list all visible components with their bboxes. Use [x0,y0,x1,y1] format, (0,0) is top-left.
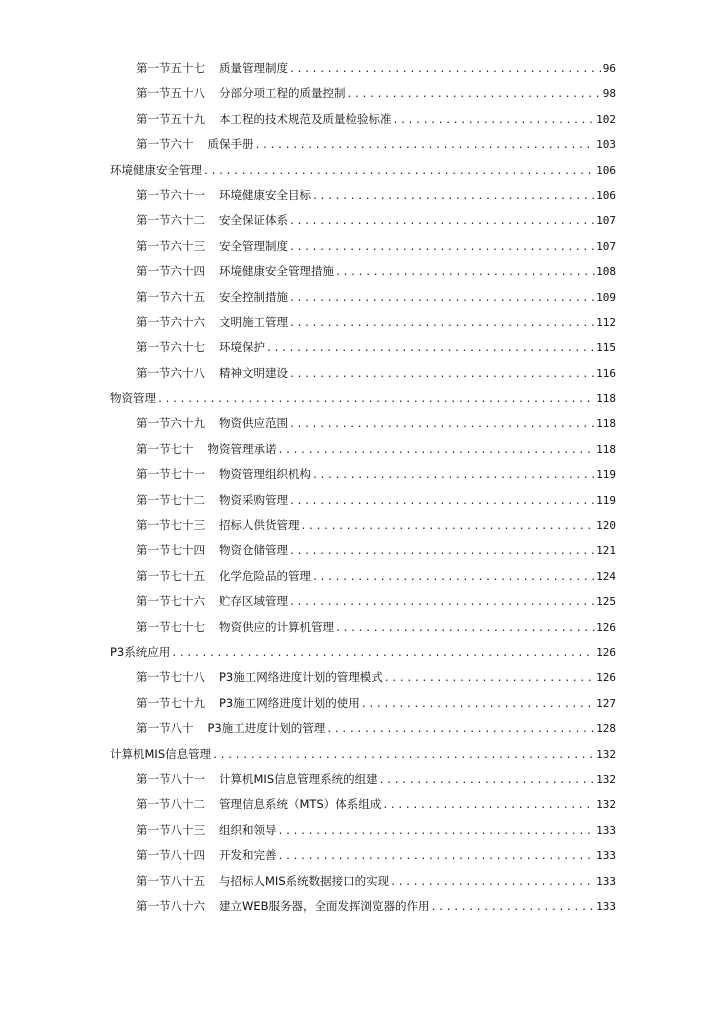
toc-section-entry[interactable] [110,695,616,720]
toc-page-number: 133 [596,823,616,837]
toc-entry-title: 物资管理组织机构 [219,467,311,482]
toc-entry-title: 物资供应的计算机管理 [219,619,334,634]
dot-leader [393,113,596,129]
toc-section-entry[interactable] [110,822,616,847]
toc-section-entry[interactable] [110,669,616,694]
toc-entry-title: 物资管理 [110,391,156,406]
toc-section-entry[interactable] [110,187,616,212]
toc-section-entry[interactable] [110,466,616,491]
dot-leader [289,367,595,383]
toc-section-number: 第一节五十九 [136,111,205,126]
toc-page-number: 132 [596,747,616,761]
dot-leader [384,671,595,687]
toc-page-number: 120 [596,519,616,533]
toc-section-number: 第一节六十四 [136,264,205,279]
toc-entry-title: 环境健康安全管理措施 [219,264,334,279]
dot-leader [171,646,595,662]
toc-page-number: 119 [596,468,616,482]
dot-leader [335,621,595,637]
dot-leader [289,62,602,78]
toc-section-entry[interactable] [110,720,616,745]
dot-leader [379,773,596,789]
toc-section-number: 第一节八十二 [136,797,205,812]
toc-section-entry[interactable] [110,212,616,237]
toc-entry-title: 开发和完善 [219,848,277,863]
toc-entry-title: 化学危险品的管理 [219,568,311,583]
toc-section-entry[interactable] [110,898,616,923]
toc-page-number: 102 [596,112,616,126]
toc-section-number: 第一节八十六 [136,898,205,913]
dot-leader [289,291,595,307]
toc-entry-title: 贮存区域管理 [219,594,288,609]
toc-page-number: 106 [596,188,616,202]
toc-page-number: 106 [596,163,616,177]
dot-leader [278,443,596,459]
toc-page-number: 121 [596,544,616,558]
toc-page-number: 126 [596,645,616,659]
dot-leader [390,875,595,891]
toc-section-number: 第一节八十三 [136,822,205,837]
toc-chapter-entry[interactable] [110,746,616,771]
toc-entry-title: 文明施工管理 [219,314,288,329]
toc-page-number: 124 [596,569,616,583]
toc-page-number: 126 [596,671,616,685]
dot-leader [335,265,595,281]
toc-entry-title: 本工程的技术规范及质量检验标准 [219,111,392,126]
toc-page-number: 126 [596,620,616,634]
toc-page-number: 133 [596,874,616,888]
toc-section-number: 第一节六十五 [136,289,205,304]
toc-entry-title: 环境健康安全管理 [110,162,202,177]
toc-section-number: 第一节七十二 [136,492,205,507]
toc-entry-title: 分部分项工程的质量控制 [219,86,346,101]
toc-section-number: 第一节六十九 [136,416,205,431]
toc-page-number: 118 [596,417,616,431]
toc-entry-title: 质量管理制度 [219,61,288,75]
dot-leader [278,849,596,865]
table-of-contents [110,60,616,923]
toc-section-number: 第一节七十 [136,441,194,456]
toc-section-number: 第一节五十八 [136,86,205,101]
toc-chapter-entry[interactable] [110,644,616,669]
toc-entry-title: 环境健康安全目标 [219,187,311,202]
toc-section-number: 第一节八十四 [136,848,205,863]
toc-section-number: 第一节八十 [136,721,194,736]
toc-section-entry[interactable] [110,873,616,898]
toc-section-number: 第一节七十八 [136,670,205,685]
dot-leader [289,595,595,611]
dot-leader [431,900,596,916]
dot-leader [278,824,596,840]
toc-section-number: 第一节七十九 [136,695,205,710]
toc-page-number: 125 [596,595,616,609]
toc-entry-title: 计算机MIS信息管理系统的组建 [219,771,378,786]
dot-leader [382,798,595,814]
dot-leader [266,341,595,357]
dot-leader [212,748,595,764]
toc-page-number: 115 [596,341,616,355]
toc-section-entry[interactable] [110,771,616,796]
dot-leader [312,570,595,586]
toc-section-entry[interactable] [110,365,616,390]
dot-leader [255,138,596,154]
toc-section-number: 第一节八十五 [136,873,205,888]
toc-section-entry[interactable] [110,568,616,593]
toc-chapter-entry[interactable] [110,162,616,187]
toc-page-number: 107 [596,239,616,253]
toc-section-number: 第一节五十七 [136,61,205,75]
dot-leader [203,164,595,180]
toc-section-entry[interactable] [110,542,616,567]
toc-page-number: 107 [596,214,616,228]
toc-page-number: 103 [596,138,616,152]
dot-leader [312,189,595,205]
toc-entry-title: P3施工进度计划的管理 [207,721,326,736]
toc-section-entry[interactable] [110,847,616,872]
dot-leader [289,417,595,433]
toc-entry-title: 物资采购管理 [219,492,288,507]
toc-entry-title: P3施工网络进度计划的管理模式 [219,670,383,685]
toc-page-number: 128 [596,722,616,736]
toc-section-number: 第一节七十七 [136,619,205,634]
toc-page-number: 118 [596,442,616,456]
toc-page-number: 133 [596,899,616,913]
toc-section-entry[interactable] [110,415,616,440]
toc-page-number: 96 [602,62,616,75]
toc-entry-title: 物资供应范围 [219,416,288,431]
toc-entry-title: P3施工网络进度计划的使用 [219,695,360,710]
toc-page-number: 116 [596,366,616,380]
toc-page-number: 119 [596,493,616,507]
toc-section-number: 第一节六十八 [136,365,205,380]
toc-page-number: 132 [596,798,616,812]
dot-leader [347,87,602,103]
toc-section-entry[interactable] [110,796,616,821]
dot-leader [301,519,596,535]
toc-page-number: 127 [596,696,616,710]
toc-section-entry[interactable] [110,492,616,517]
toc-chapter-entry[interactable] [110,390,616,415]
toc-section-entry[interactable] [110,593,616,618]
toc-section-number: 第一节七十六 [136,594,205,609]
toc-entry-title: 安全控制措施 [219,289,288,304]
toc-section-number: 第一节六十 [136,137,194,152]
toc-entry-title: 计算机MIS信息管理 [110,746,212,761]
dot-leader [289,544,595,560]
toc-page-number: 109 [596,290,616,304]
toc-section-number: 第一节七十五 [136,568,205,583]
toc-section-number: 第一节六十三 [136,238,205,253]
toc-section-number: 第一节八十一 [136,771,205,786]
dot-leader [326,722,595,738]
dot-leader [289,494,595,510]
toc-section-number: 第一节六十六 [136,314,205,329]
dot-leader [289,240,595,256]
toc-section-entry[interactable] [110,441,616,466]
toc-section-entry[interactable] [110,289,616,314]
toc-section-entry[interactable] [110,85,616,110]
toc-section-number: 第一节六十七 [136,340,205,355]
toc-section-entry[interactable] [110,60,616,85]
toc-section-entry[interactable] [110,339,616,364]
toc-section-entry[interactable] [110,314,616,339]
toc-entry-title: 精神文明建设 [219,365,288,380]
dot-leader [361,697,595,713]
toc-section-entry[interactable] [110,263,616,288]
toc-entry-title: 物资管理承诺 [207,441,277,456]
toc-entry-title: 与招标人MIS系统数据接口的实现 [219,873,390,888]
toc-page-number: 108 [596,265,616,279]
toc-entry-title: 安全管理制度 [219,238,288,253]
dot-leader [289,316,595,332]
toc-entry-title: 管理信息系统（MTS）体系组成 [219,797,382,812]
toc-page-number: 118 [596,392,616,406]
toc-entry-title: 物资仓储管理 [219,543,288,558]
toc-section-entry[interactable] [110,136,616,161]
dot-leader [312,468,595,484]
toc-section-number: 第一节六十一 [136,187,205,202]
toc-page-number: 133 [596,849,616,863]
toc-section-number: 第一节七十三 [136,518,205,533]
toc-section-entry[interactable] [110,619,616,644]
toc-section-number: 第一节七十一 [136,467,205,482]
toc-entry-title: 质保手册 [207,137,254,152]
toc-entry-title: 招标人供货管理 [219,518,300,533]
toc-entry-title: P3系统应用 [110,644,171,659]
toc-entry-title: 建立WEB服务器，全面发挥浏览器的作用 [219,898,430,913]
toc-entry-title: 安全保证体系 [219,213,288,228]
dot-leader [157,392,595,408]
toc-section-entry[interactable] [110,111,616,136]
toc-section-number: 第一节七十四 [136,543,205,558]
toc-section-number: 第一节六十二 [136,213,205,228]
toc-section-entry[interactable] [110,517,616,542]
toc-section-entry[interactable] [110,238,616,263]
toc-page-number: 98 [602,87,616,101]
toc-entry-title: 组织和领导 [219,822,277,837]
dot-leader [289,214,595,230]
toc-entry-title: 环境保护 [219,340,265,355]
toc-page-number: 132 [596,772,616,786]
toc-page-number: 112 [596,315,616,329]
